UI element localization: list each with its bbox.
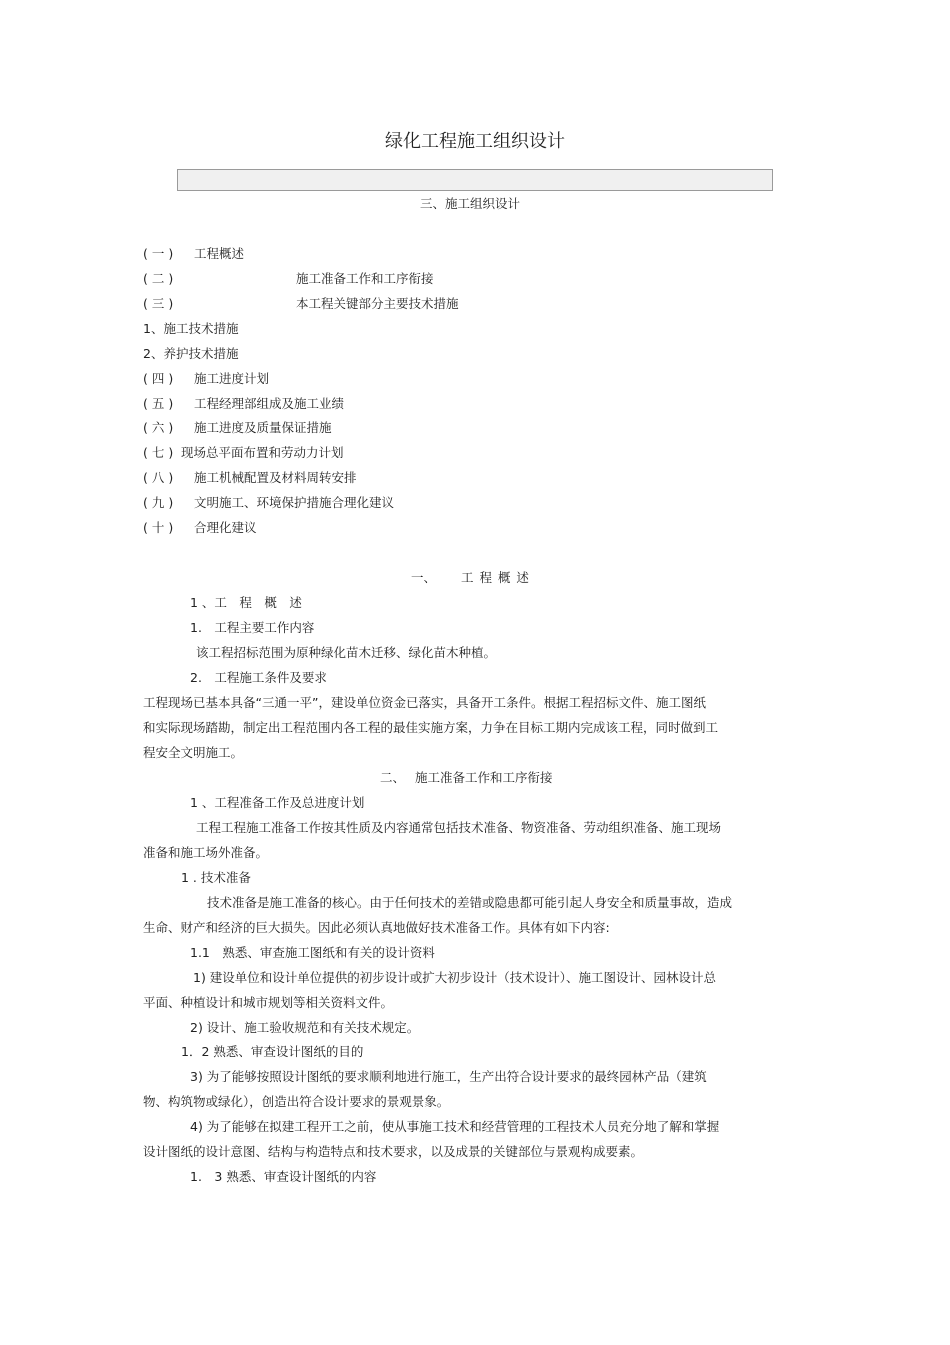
item-heading: 1. 3 熟悉、审查设计图纸的内容: [190, 1169, 377, 1184]
paragraph-line: 平面、种植设计和城市规划等相关资料文件。: [143, 995, 394, 1010]
paragraph-line: 1) 建设单位和设计单位提供的初步设计或扩大初步设计（技术设计）、施工图设计、园林设计总: [193, 970, 717, 985]
paragraph-line: 技术准备是施工准备的核心。由于任何技术的差错或隐患都可能引起人身安全和质量事故，造成: [207, 895, 733, 910]
paragraph-line: 4) 为了能够在拟建工程开工之前，使从事施工技术和经营管理的工程技术人员充分地了解和掌握: [190, 1119, 720, 1134]
paragraph-line: 程安全文明施工。: [143, 745, 244, 760]
document-title: 绿化工程施工组织设计: [385, 131, 565, 152]
section-heading-1-num: 一、: [411, 570, 437, 585]
paragraph: 该工程招标范围为原种绿化苗木迁移、绿化苗木种植。: [196, 645, 497, 660]
item-heading: 1．2 熟悉、审查设计图纸的目的: [181, 1044, 364, 1059]
paragraph-line: 生命、财产和经济的巨大损失。因此必须认真地做好技术准备工作。具体有如下内容:: [143, 920, 610, 935]
section-heading-2: 施工准备工作和工序衔接: [415, 770, 553, 785]
toc-item: 1、施工技术措施: [143, 321, 239, 336]
paragraph-line: 工程现场已基本具备“三通一平”，建设单位资金已落实，具备开工条件。根据工程招标文件、施工图纸: [143, 695, 706, 710]
section-subtitle: 三、施工组织设计: [419, 196, 520, 211]
paragraph-line: 准备和施工场外准备。: [143, 845, 269, 860]
subsection-heading: 1 、工 程 概 述: [190, 595, 302, 610]
header-bar: [177, 169, 773, 191]
paragraph-line: 2) 设计、施工验收规范和有关技术规定。: [190, 1020, 420, 1035]
subsection-heading: 1 、工程准备工作及总进度计划: [190, 795, 365, 810]
item-heading: 1.1 熟悉、审查施工图纸和有关的设计资料: [190, 945, 435, 960]
item-heading: 1. 工程主要工作内容: [190, 620, 315, 635]
section-heading-1: 工 程 概 述: [461, 570, 530, 585]
toc-item: 2、养护技术措施: [143, 346, 239, 361]
item-heading: 2. 工程施工条件及要求: [190, 670, 327, 685]
section-heading-2-num: 二、: [380, 770, 406, 785]
paragraph-line: 3) 为了能够按照设计图纸的要求顺利地进行施工，生产出符合设计要求的最终园林产品（建筑: [190, 1069, 707, 1084]
paragraph-line: 物、构筑物或绿化），创造出符合设计要求的景观景象。: [143, 1094, 450, 1109]
paragraph-line: 设计图纸的设计意图、结构与构造特点和技术要求，以及成景的关键部位与景观构成要素。: [143, 1144, 644, 1159]
item-heading: 1 . 技术准备: [181, 870, 251, 885]
paragraph-line: 和实际现场踏勘，制定出工程范围内各工程的最佳实施方案，力争在目标工期内完成该工程，同时做到工: [143, 720, 719, 735]
paragraph-line: 工程工程施工准备工作按其性质及内容通常包括技术准备、物资准备、劳动组织准备、施工现场: [196, 820, 722, 835]
